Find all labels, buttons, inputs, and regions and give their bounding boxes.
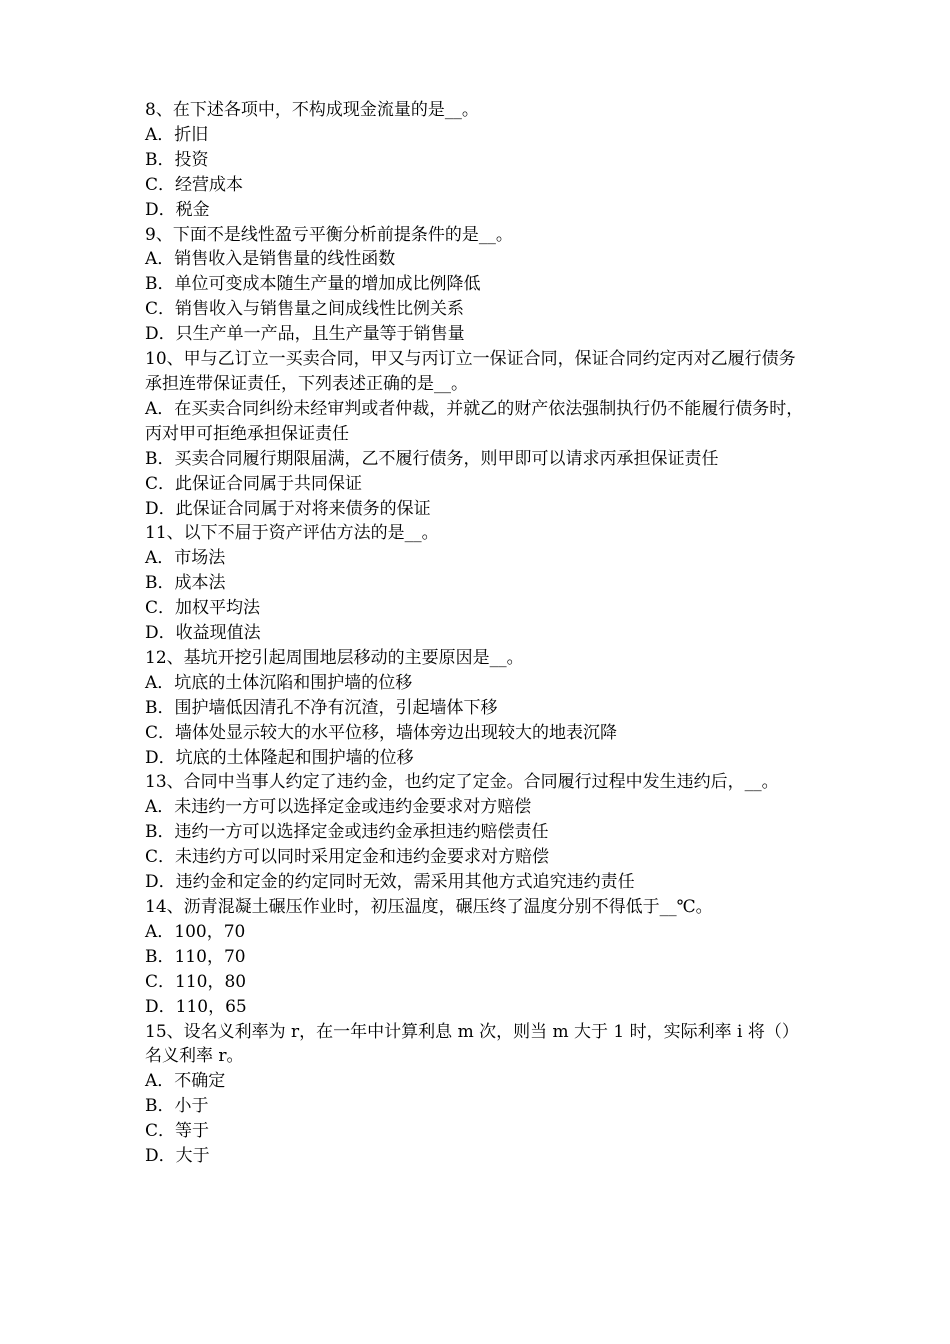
option-c: C．经营成本 bbox=[145, 174, 244, 195]
option-d: D．收益现值法 bbox=[145, 623, 261, 644]
question-stem: 8、在下述各项中，不构成现金流量的是__。 bbox=[145, 100, 479, 120]
question-stem: 15、设名义利率为 r，在一年中计算利息 m 次，则当 m 大于 1 时，实际利率 i 将（）名义利率 r。 bbox=[145, 1021, 799, 1067]
option-b: B．110，70 bbox=[145, 946, 246, 967]
question-stem: 13、合同中当事人约定了违约金，也约定了定金。合同履行过程中发生违约后，__。 bbox=[145, 772, 779, 793]
option-a: A．折旧 bbox=[145, 124, 209, 145]
option-c: C．未违约方可以同时采用定金和违约金要求对方赔偿 bbox=[145, 847, 550, 868]
option-c: C．墙体处显示较大的水平位移，墙体旁边出现较大的地表沉降 bbox=[145, 722, 618, 743]
option-d: D．坑底的土体隆起和围护墙的位移 bbox=[145, 747, 414, 768]
option-a: A．不确定 bbox=[145, 1071, 226, 1092]
question-stem: 14、沥青混凝土碾压作业时，初压温度，碾压终了温度分别不得低于__℃。 bbox=[145, 897, 713, 917]
option-d: D．此保证合同属于对将来债务的保证 bbox=[145, 498, 431, 519]
question-stem: 12、基坑开挖引起周围地层移动的主要原因是__。 bbox=[145, 647, 524, 668]
option-a: A．100，70 bbox=[145, 921, 246, 942]
option-a: A．市场法 bbox=[145, 548, 226, 569]
option-d: D．违约金和定金的约定同时无效，需采用其他方式追究违约责任 bbox=[145, 872, 635, 893]
question-9 bbox=[145, 223, 810, 348]
question-14 bbox=[145, 895, 810, 1020]
option-b: B．小于 bbox=[145, 1096, 209, 1117]
option-b: B．围护墙低因清孔不净有沉渣，引起墙体下移 bbox=[145, 697, 498, 718]
option-b: B．成本法 bbox=[145, 573, 226, 594]
option-b: B．投资 bbox=[145, 149, 209, 170]
option-a: A．销售收入是销售量的线性函数 bbox=[145, 249, 396, 270]
option-a: A．在买卖合同纠纷未经审判或者仲裁，并就乙的财产依法强制执行仍不能履行债务时，丙对甲可拒绝承担保证责任 bbox=[145, 398, 804, 444]
option-d: D．只生产单一产品，且生产量等于销售量 bbox=[145, 324, 465, 345]
option-d: D．税金 bbox=[145, 199, 210, 220]
option-d: D．大于 bbox=[145, 1146, 210, 1167]
question-stem: 9、下面不是线性盈亏平衡分析前提条件的是__。 bbox=[145, 224, 513, 245]
option-c: C．此保证合同属于共同保证 bbox=[145, 473, 363, 494]
option-c: C．加权平均法 bbox=[145, 598, 261, 619]
option-d: D．110，65 bbox=[145, 996, 247, 1017]
option-a: A．未违约一方可以选择定金或违约金要求对方赔偿 bbox=[145, 797, 532, 818]
question-12 bbox=[145, 646, 810, 771]
question-11 bbox=[145, 521, 810, 646]
question-8 bbox=[145, 98, 810, 223]
option-b: B．违约一方可以选择定金或违约金承担违约赔偿责任 bbox=[145, 822, 549, 843]
question-15 bbox=[145, 1020, 810, 1169]
question-13 bbox=[145, 770, 810, 895]
option-c: C．等于 bbox=[145, 1121, 210, 1142]
question-stem: 11、以下不屇于资产评估方法的是__。 bbox=[145, 523, 439, 544]
question-10 bbox=[145, 347, 810, 521]
option-b: B．买卖合同履行期限届满，乙不履行债务，则甲即可以请求丙承担保证责任 bbox=[145, 448, 719, 469]
option-c: C．110，80 bbox=[145, 971, 247, 992]
question-stem: 10、甲与乙订立一买卖合同，甲又与丙订立一保证合同，保证合同约定丙对乙履行债务承担连带保证责任，下列表述正确的是__。 bbox=[145, 349, 796, 394]
option-c: C．销售收入与销售量之间成线性比例关系 bbox=[145, 299, 465, 320]
option-b: B．单位可变成本随生产量的增加成比例降低 bbox=[145, 274, 481, 295]
question-list bbox=[145, 98, 810, 1169]
option-a: A．坑底的土体沉陷和围护墙的位移 bbox=[145, 672, 413, 693]
